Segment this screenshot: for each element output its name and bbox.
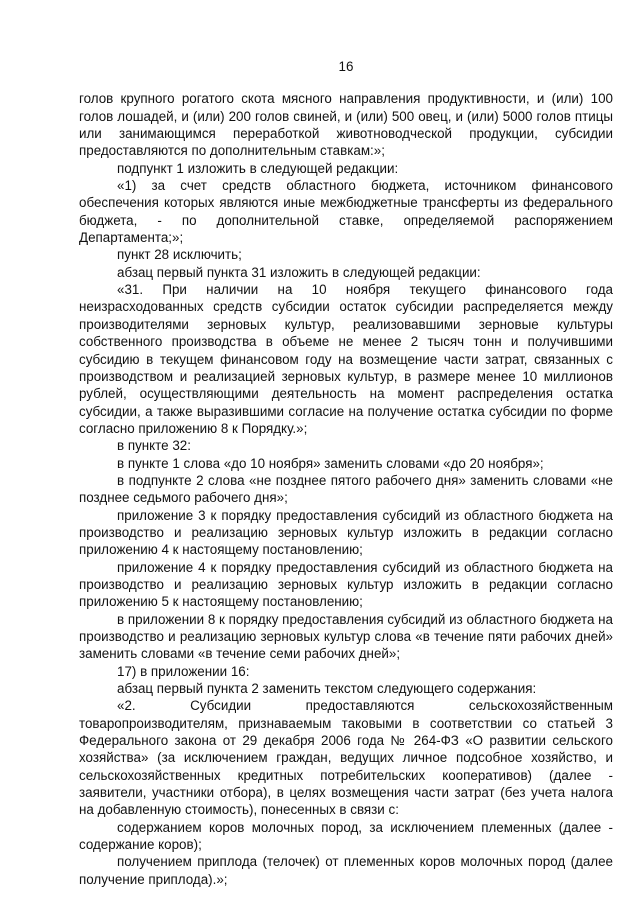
paragraph: 17) в приложении 16: [117,663,250,679]
paragraph: в подпункте 2 слова «не позднее пятого рабочего дня» заменить словами «не позднее седьмого рабочего дня»; [79,472,613,506]
paragraph: голов крупного рогатого скота мясного направления продуктивности, и (или) 100 голов лошадей, и (или) 200 голов свиней, и (или) 500 овец, и (или) 5000 голов птицы или занимающимся переработкой животноводческой продукции, субсидии предоставляются по дополнительным ставкам:»; [79,91,613,159]
paragraph: получением приплода (телочек) от племенных коров молочных пород (далее получение приплода).»; [79,854,613,887]
paragraph: «31. При наличии на 10 ноября текущего финансового года неизрасходованных средств субсидии остаток субсидии распределяется между производителями зерновых культур, реализовавшими зерновые культуры собственного производства в объеме не менее 2 тысяч тонн и получившими субсидию в текущем финансовом году на возмещение части затрат, связанных с производством и реализацией зерновых культур, в размере менее 10 миллионов рублей, осуществляющими деятельность на момент распределения остатка субсидии, а также выразившими согласие на получение остатка субсидии по форме согласно приложению 8 к Порядку.»; [79,282,613,436]
paragraph: в приложении 8 к порядку предоставления субсидий из областного бюджета на производство и реализацию зерновых культур слова «в течение пяти рабочих дней» заменить словами «в течение семи рабочих дней»; [79,611,613,662]
paragraph: «1) за счет средств областного бюджета, источником финансового обеспечения которых являются иные межбюджетные трансферты из федерального бюджета, - по дополнительной ставке, определяемой распоряжением Департамента;»; [79,178,613,246]
paragraph: абзац первый пункта 2 заменить текстом следующего содержания: [117,681,537,697]
paragraph: содержанием коров молочных пород, за исключением племенных (далее - содержание коров); [79,819,613,853]
document-page [79,58,613,888]
paragraph: в пункте 1 слова «до 10 ноября» заменить словами «до 20 ноября»; [117,455,544,471]
paragraph: приложение 3 к порядку предоставления субсидий из областного бюджета на производство и реализацию зерновых культур изложить в редакции согласно приложению 4 к настоящему постановлению; [79,507,613,558]
paragraph: подпункт 1 изложить в следующей редакции: [117,160,399,176]
paragraph: в пункте 32: [117,438,191,454]
paragraph: абзац первый пункта 31 изложить в следующей редакции: [117,264,481,280]
paragraph: пункт 28 исключить; [117,247,242,263]
page-number: 16 [338,59,354,74]
paragraph: приложение 4 к порядку предоставления субсидий из областного бюджета на производство и реализацию зерновых культур изложить в редакции согласно приложению 5 к настоящему постановлению; [79,559,613,610]
paragraph: «2. Субсидии предоставляются сельскохозяйственным товаропроизводителям, признаваемым таковыми в соответствии со статьей 3 Федерального закона от 29 декабря 2006 года № 264-ФЗ «О развитии сельского хозяйства» (за исключением граждан, ведущих личное подсобное хозяйство, и сельскохозяйственных кредитных потребительских кооперативов) (далее - заявители, участники отбора), в целях возмещения части затрат (без учета налога на добавленную стоимость), понесенных в связи с: [79,698,613,818]
